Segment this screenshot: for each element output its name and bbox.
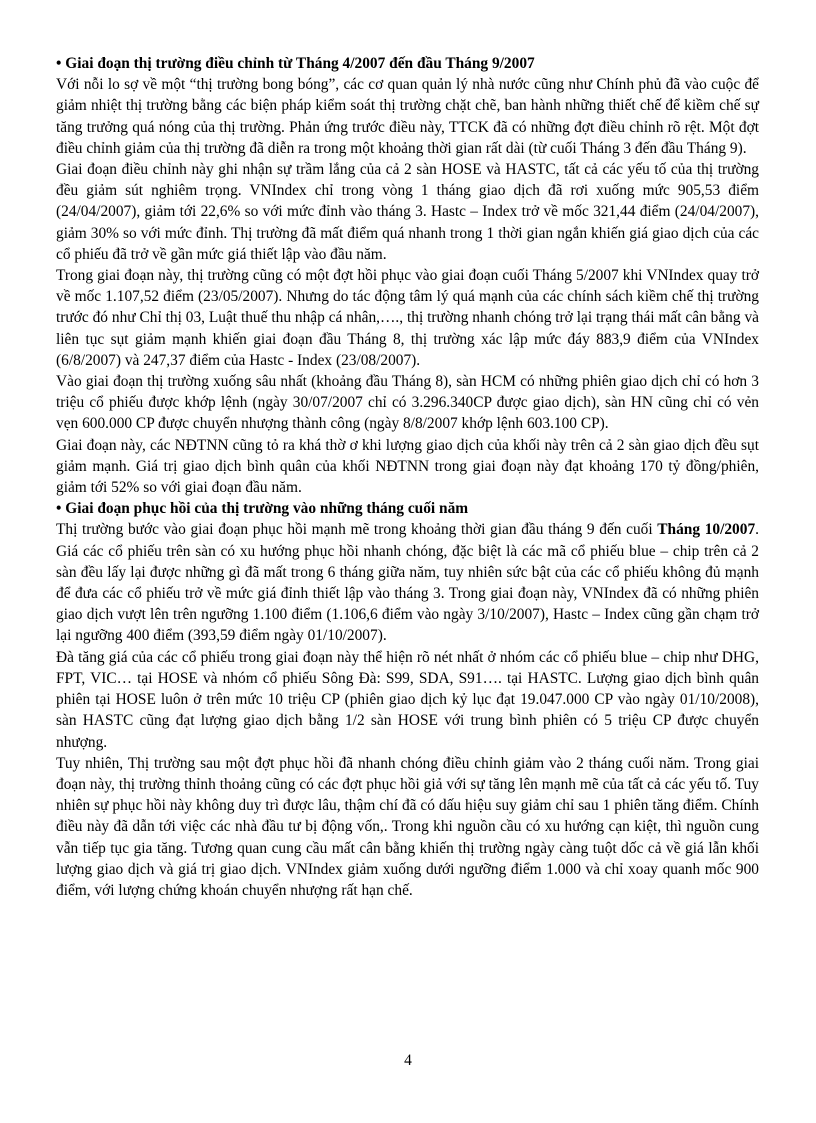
- page-number: 4: [404, 1052, 412, 1069]
- section-heading-adjustment: [56, 53, 759, 74]
- document-page: [56, 53, 759, 901]
- paragraph: Giai đoạn này, các NĐTNN cũng tỏ ra khá thờ ơ khi lượng giao dịch của khối này trên cả 2 sàn giao dịch đều sụt giảm mạnh. Giá trị giao dịch bình quân của khối NĐTNN trong giai đoạn này đạt khoảng 170 tỷ đồng/phiên, giảm tới 52% so với giai đoạn đầu năm.: [56, 436, 759, 497]
- paragraph: [56, 519, 759, 646]
- text-run: . Giá các cổ phiếu trên sàn có xu hướng phục hồi nhanh chóng, đặc biệt là các mã cổ phiếu blue – chip trên cả 2 sàn đều lấy lại được những gì đã mất trong 6 tháng giữa năm, tuy nhiên sức bật của các cổ phiếu không đủ mạnh để đưa các cổ phiếu trở về mức giá đỉnh thiết lập vào tháng 3. Trong giai đoạn này, VNIndex đã có những phiên giao dịch vượt lên trên ngưỡng 1.100 điểm (1.106,6 điểm vào ngày 3/10/2007), Hastc – Index cũng gần chạm trở lại ngưỡng 400 điểm (393,59 điểm ngày 01/10/2007).: [56, 521, 759, 645]
- text-run: Thị trường bước vào giai đoạn phục hồi mạnh mẽ trong khoảng thời gian đầu tháng 9 đến cuối: [56, 521, 658, 539]
- heading-text: Giai đoạn phục hồi của thị trường vào những tháng cuối năm: [65, 500, 469, 518]
- paragraph: Vào giai đoạn thị trường xuống sâu nhất (khoảng đầu Tháng 8), sàn HCM có những phiên giao dịch chỉ có hơn 3 triệu cổ phiếu được khớp lệnh (ngày 30/07/2007 chỉ có 3.296.340CP được giao dịch), sàn HN cũng chỉ có vẻn vẹn 600.000 CP được chuyển nhượng thành công (ngày 8/8/2007 khớp lệnh 603.100 CP).: [56, 373, 759, 433]
- bullet: •: [56, 500, 62, 518]
- paragraph: Tuy nhiên, Thị trường sau một đợt phục hồi đã nhanh chóng điều chỉnh giảm vào 2 tháng cuối năm. Trong giai đoạn này, thị trường thỉnh thoảng cũng có các đợt phục hồi giả với sự tăng lên mạnh mẽ của tất cả các yếu tố. Tuy nhiên sự phục hồi này không duy trì được lâu, thậm chí đã có dấu hiệu suy giảm chỉ sau 1 phiên tăng điểm. Chính điều này đã dẫn tới việc các nhà đầu tư bị động vốn,. Trong khi nguồn cầu có xu hướng cạn kiệt, thì nguồn cung vẫn tiếp tục gia tăng. Tương quan cung cầu mất cân bằng khiến thị trường ngày càng tuột dốc cả về giá lẫn khối lượng giao dịch và giá trị giao dịch. VNIndex giảm xuống dưới ngưỡng điểm 1.000 và chỉ xoay quanh mốc 900 điểm, với lượng chứng khoán chuyển nhượng rất hạn chế.: [56, 754, 759, 899]
- paragraph: Đà tăng giá của các cổ phiếu trong giai đoạn này thể hiện rõ nét nhất ở nhóm các cổ phiếu blue – chip như DHG, FPT, VIC… tại HOSE và nhóm cổ phiếu Sông Đà: S99, SDA, S91…. tại HASTC. Lượng giao dịch bình quân phiên tại HOSE luôn ở trên mức 10 triệu CP (phiên giao dịch kỷ lục đạt 19.047.000 CP vào ngày 01/10/2008), sàn HASTC cũng đạt lượng giao dịch bằng 1/2 sàn HOSE với trung bình phiên có 5 triệu CP được chuyển nhượng.: [56, 648, 759, 751]
- paragraph: Giai đoạn điều chỉnh này ghi nhận sự trầm lắng của cả 2 sàn HOSE và HASTC, tất cả các yếu tố của thị trường đều giảm sút nghiêm trọng. VNIndex chỉ trong vòng 1 tháng giao dịch đã rơi xuống mức 905,53 điểm (24/04/2007), giảm tới 22,6% so với mức đỉnh vào tháng 3. Hastc – Index trở về mốc 321,44 điểm (24/04/2007), giảm 30% so với mức đỉnh. Thị trường đã mất điểm quá nhanh trong 1 thời gian ngắn khiến giá giao dịch của các cổ phiếu đã trở về gần mức giá thiết lập vào đầu năm.: [56, 161, 759, 263]
- paragraph: Trong giai đoạn này, thị trường cũng có một đợt hồi phục vào giai đoạn cuối Tháng 5/2007 khi VNIndex quay trở về mốc 1.107,52 điểm (23/05/2007). Nhưng do tác động tâm lý quá mạnh của các chính sách kiềm chế thị trường trước đó như Chỉ thị 03, Luật thuế thu nhập cá nhân,…., thị trường nhanh chóng trở lại trạng thái mất cân bằng và liên tục sụt giảm mạnh khiến giai đoạn đầu Tháng 8, thị trường xác lập mức đáy 883,9 điểm của VNIndex (6/8/2007) và 247,37 điểm của Hastc - Index (23/08/2007).: [56, 267, 759, 369]
- bullet: •: [56, 55, 62, 72]
- heading-text: Giai đoạn thị trường điều chỉnh từ Tháng 4/2007 đến đầu Tháng 9/2007: [65, 55, 535, 72]
- bold-text-run: Tháng 10/2007: [657, 521, 756, 539]
- paragraph: Với nỗi lo sợ về một “thị trường bong bóng”, các cơ quan quản lý nhà nước cũng như Chính phủ đã vào cuộc để giảm nhiệt thị trường bằng các biện pháp kiểm soát thị trường chặt chẽ, ban hành những thiết chế để kiềm chế sự tăng trưởng quá nóng của thị trường. Phản ứng trước điều này, TTCK đã có những đợt điều chỉnh rõ rệt. Một đợt điều chỉnh giảm của thị trường đã diễn ra trong một khoảng thời gian rất dài (từ cuối Tháng 3 đến đầu Tháng 9).: [56, 76, 759, 157]
- section-heading-recovery: [56, 498, 759, 519]
